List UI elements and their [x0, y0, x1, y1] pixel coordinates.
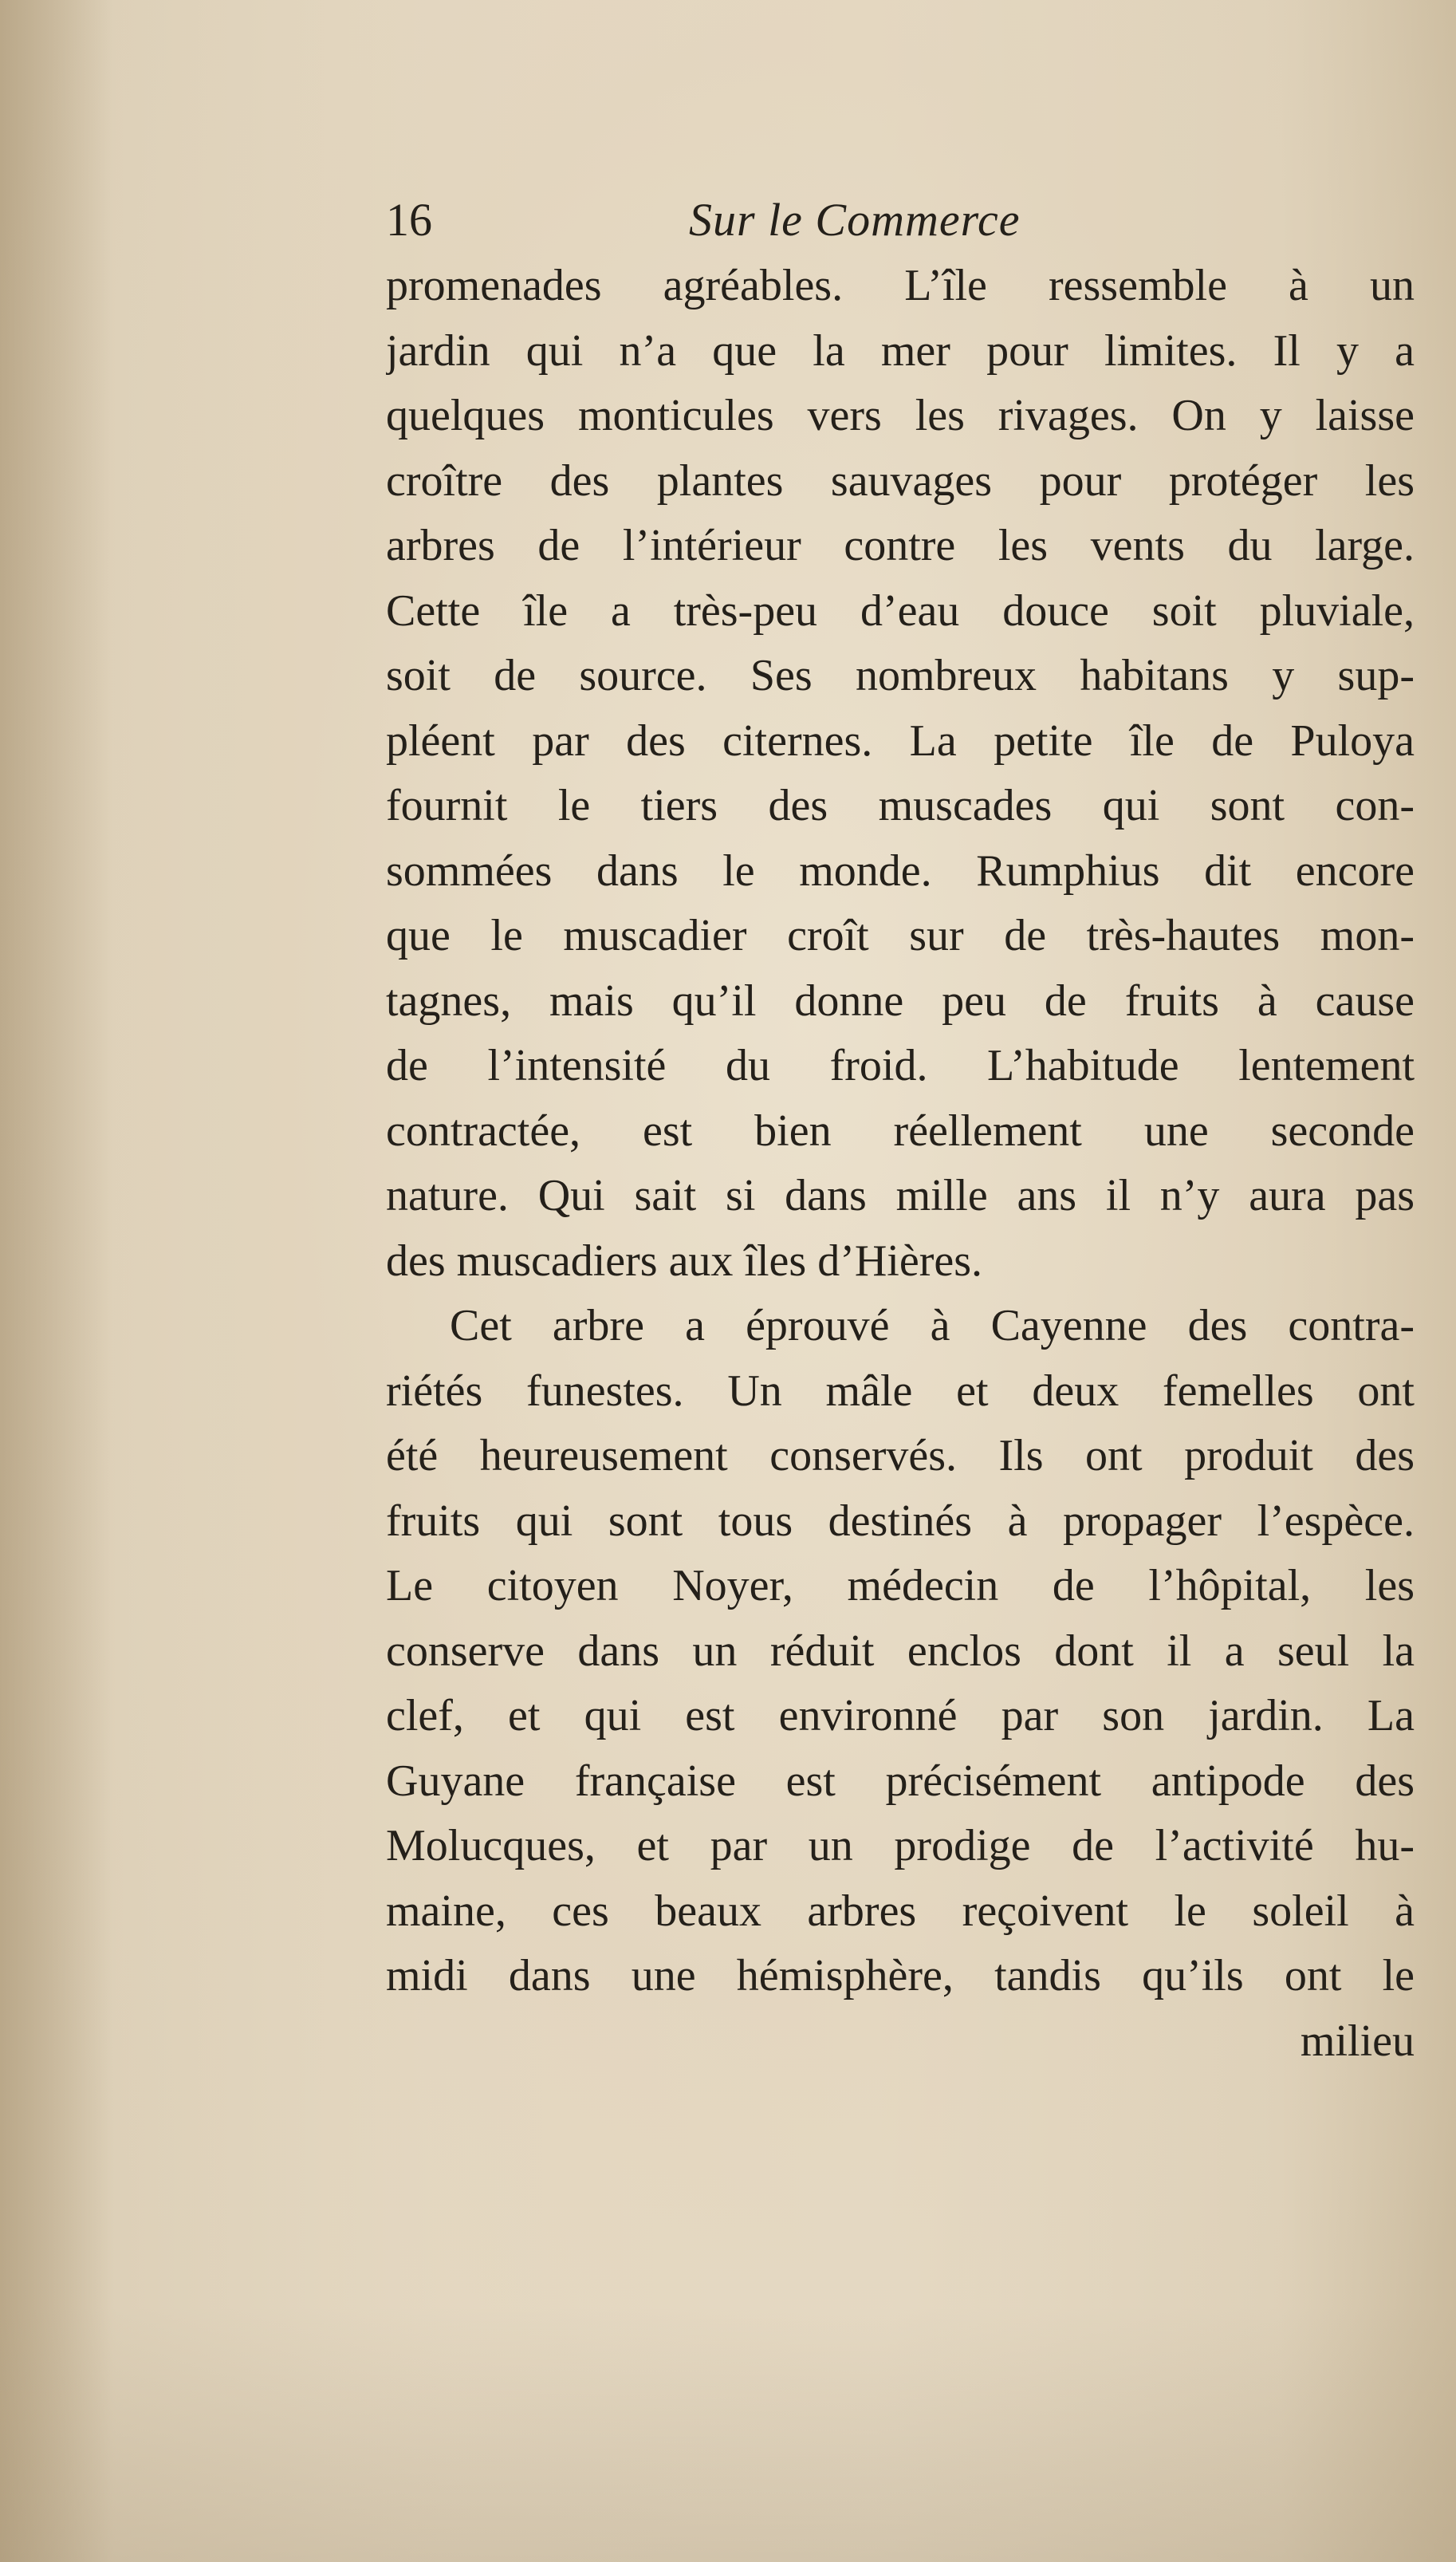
text-line: Molucques, et par un prodige de l’activité hu-: [386, 1821, 1415, 1870]
text-line: croître des plantes sauvages pour protéger les: [386, 455, 1415, 506]
text-line: soit de source. Ses nombreux habitans y sup-: [386, 651, 1415, 700]
text-line: arbres de l’intérieur contre les vents du large.: [386, 521, 1415, 570]
text-line: Guyane française est précisément antipode des: [386, 1756, 1415, 1806]
text-line: midi dans une hémisphère, tandis qu’ils ont le: [386, 1951, 1415, 2000]
text-line: fournit le tiers des muscades qui sont con-: [386, 781, 1415, 830]
text-line: quelques monticules vers les rivages. On y laisse: [386, 391, 1415, 440]
paper-stain-bottom: [0, 2307, 1456, 2562]
text-line: des muscadiers aux îles d’Hières.: [386, 1236, 982, 1286]
text-line: tagnes, mais qu’il donne peu de fruits à cause: [386, 976, 1415, 1026]
running-title: Sur le Commerce: [689, 194, 1021, 246]
body-text: [386, 254, 1415, 2074]
text-line: jardin qui n’a que la mer pour limites. Il y a: [386, 325, 1415, 376]
text-line: clef, et qui est environné par son jardin. La: [386, 1691, 1415, 1740]
text-line: été heureusement conservés. Ils ont produit des: [386, 1431, 1415, 1480]
text-line: de l’intensité du froid. L’habitude lentement: [386, 1041, 1415, 1090]
text-line: contractée, est bien réellement une seconde: [386, 1106, 1415, 1156]
text-line: promenades agréables. L’île ressemble à un: [386, 261, 1415, 310]
page-number: 16: [386, 194, 432, 246]
page-header: [386, 188, 1415, 252]
text-line: que le muscadier croît sur de très-hautes mon-: [386, 911, 1415, 960]
text-line: Cette île a très-peu d’eau douce soit pluviale,: [386, 585, 1415, 636]
text-line: fruits qui sont tous destinés à propager l’espèce.: [386, 1496, 1415, 1546]
text-line: Le citoyen Noyer, médecin de l’hôpital, les: [386, 1561, 1415, 1610]
text-line: riétés funestes. Un mâle et deux femelles ont: [386, 1366, 1415, 1416]
text-line: pléent par des citernes. La petite île de Puloya: [386, 715, 1415, 766]
text-line: sommées dans le monde. Rumphius dit encore: [386, 845, 1415, 896]
text-line: maine, ces beaux arbres reçoivent le soleil à: [386, 1886, 1415, 1936]
text-line: nature. Qui sait si dans mille ans il n’y aura pas: [386, 1171, 1415, 1220]
paper-stain-left: [0, 0, 112, 2562]
text-line: conserve dans un réduit enclos dont il a seul la: [386, 1626, 1415, 1676]
catchword: milieu: [1300, 2016, 1415, 2066]
text-line: Cet arbre a éprouvé à Cayenne des contra-: [450, 1301, 1415, 1350]
